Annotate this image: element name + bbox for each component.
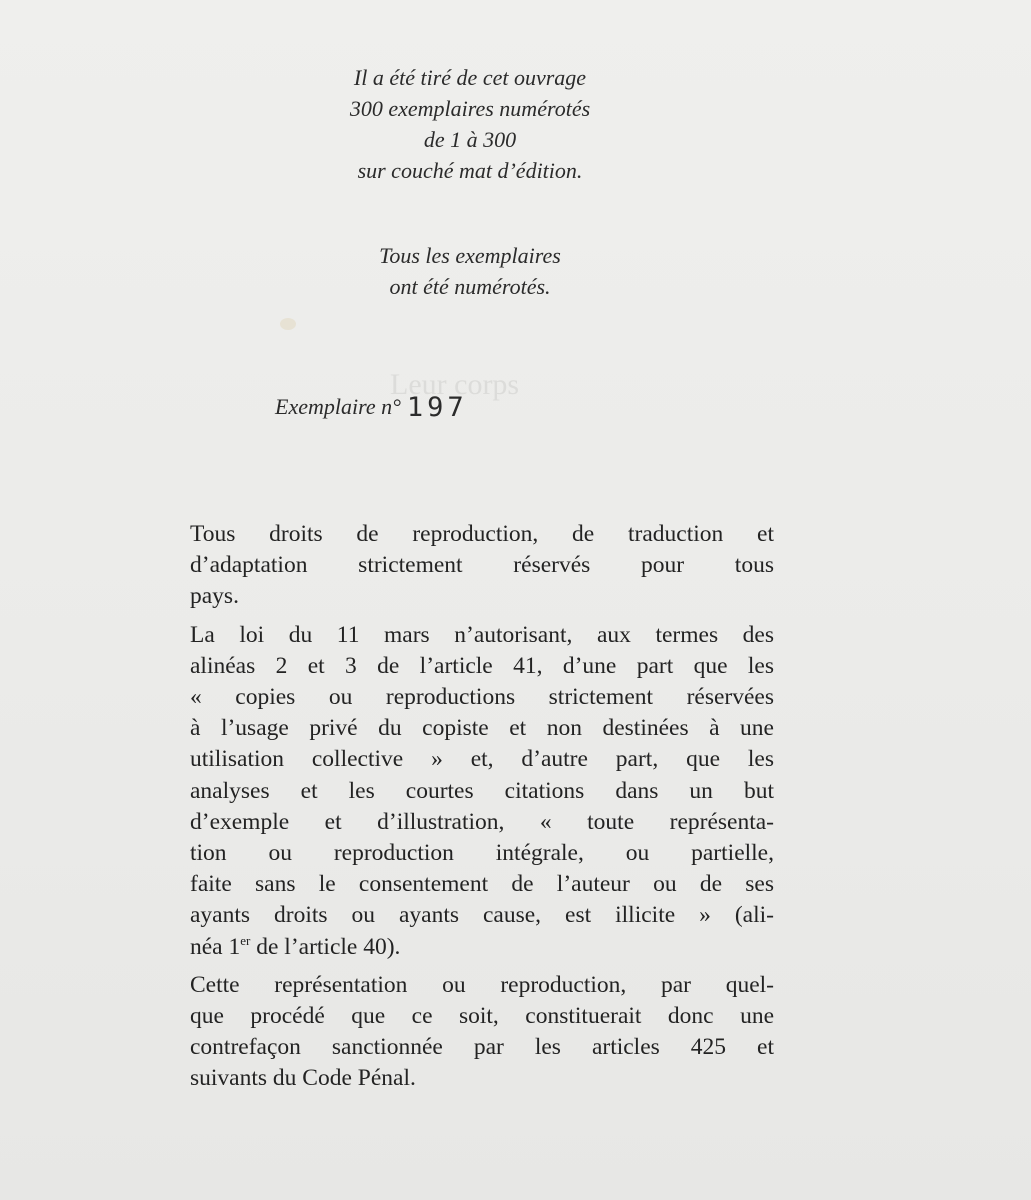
text-line: à l’usage privé du copiste et non destinées à une	[190, 715, 774, 742]
numbering-note-line: ont été numérotés.	[389, 274, 551, 299]
copyright-notice	[190, 519, 774, 1102]
text-line: « copies ou reproductions strictement réservées	[190, 684, 774, 711]
paper-stain	[280, 318, 296, 330]
text-line: analyses et les courtes citations dans un but	[190, 777, 774, 804]
copy-number: 197	[406, 392, 468, 423]
numbering-note-line: Tous les exemplaires	[379, 243, 561, 268]
text-line: ayants droits ou ayants cause, est illicite » (ali-	[190, 902, 774, 929]
text-line: utilisation collective » et, d’autre part, que les	[190, 746, 774, 773]
text-line: d’exemple et d’illustration, « toute représenta-	[190, 808, 774, 835]
numbering-note	[0, 240, 940, 302]
colophon-statement	[0, 62, 940, 186]
law-paragraph	[190, 620, 774, 963]
text-line: La loi du 11 mars n’autorisant, aux termes des	[190, 621, 774, 648]
colophon-line: Il a été tiré de cet ouvrage	[353, 65, 587, 90]
colophon-line: sur couché mat d’édition.	[357, 158, 583, 183]
copy-number-line	[275, 392, 468, 423]
text-fragment: néa 1	[190, 933, 241, 960]
copy-label: Exemplaire n°	[275, 394, 401, 419]
text-line: Cette représentation ou reproduction, par quel-	[190, 971, 774, 998]
penalty-paragraph	[190, 970, 774, 1095]
rights-paragraph	[190, 519, 774, 613]
text-line: que procédé que ce soit, constituerait donc une	[190, 1003, 774, 1030]
bleed-through-text: Leur corps	[390, 368, 520, 401]
text-line: tion ou reproduction intégrale, ou partielle,	[190, 840, 774, 867]
text-fragment: de l’article 40).	[250, 933, 401, 960]
text-line: suivants du Code Pénal.	[190, 1065, 416, 1092]
colophon-line: 300 exemplaires numérotés	[349, 96, 591, 121]
text-line: Tous droits de reproduction, de traduction et	[190, 521, 774, 547]
text-line: contrefaçon sanctionnée par les articles 425 et	[190, 1034, 774, 1061]
text-line: alinéas 2 et 3 de l’article 41, d’une part que les	[190, 652, 774, 679]
text-line: faite sans le consentement de l’auteur ou de ses	[190, 871, 774, 898]
superscript: er	[240, 932, 251, 948]
text-line	[190, 932, 774, 963]
text-line: d’adaptation strictement réservés pour tous	[190, 552, 774, 579]
colophon-line: de 1 à 300	[423, 127, 517, 152]
text-line: pays.	[190, 583, 239, 610]
